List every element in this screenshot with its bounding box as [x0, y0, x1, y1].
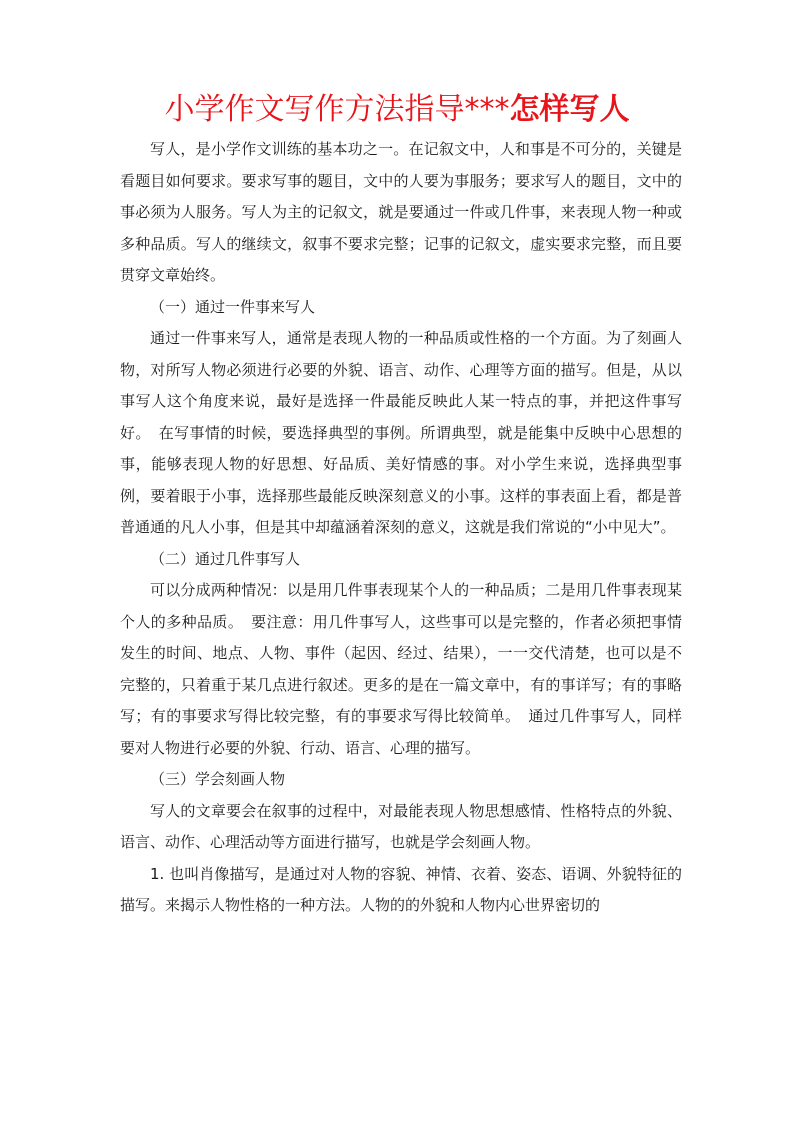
section-2-paragraph: 可以分成两种情况：以是用几件事表现某个人的一种品质；二是用几件事表现某个人的多种品质。 要注意：用几件事写人，这些事可以是完整的，作者必须把事情发生的时间、地点、人物、事件（起因、经过、结果），一一交代清楚，也可以是不完整的，只着重于某几点进行叙述。更多的是在一篇文章中，有的事详写；有的事略写；有的事要求写得比较完整，有的事要求写得比较简单。 通过几件事写人，同样要对人物进行必要的外貌、行动、语言、心理的描写。 [120, 581, 682, 757]
section-heading-2: （二）通过几件事写人 [150, 549, 301, 568]
section-3-paragraph: 写人的文章要会在叙事的过程中，对最能表现人物思想感情、性格特点的外貌、语言、动作、心理活动等方面进行描写，也就是学会刻画人物。 [120, 801, 682, 851]
title-bold-part: 怎样写人 [509, 92, 630, 127]
section-heading-3: （三）学会刻画人物 [150, 770, 286, 788]
section-heading-1: （一）通过一件事来写人 [150, 297, 316, 316]
intro-paragraph: 写人，是小学作文训练的基本功之一。在记叙文中，人和事是不可分的，关键是看题目如何要求。要求写事的题目，文中的人要为事服务；要求写人的题目，文中的事必须为人服务。写人为主的记叙文，就是要通过一件或几件事，来表现人物一种或多种品质。写人的继续文，叙事不要求完整；记事的记叙文，虚实要求完整，而且要贯穿文章始终。 [120, 140, 682, 284]
document-title [0, 90, 794, 130]
title-normal-part: 小学作文写作方法指导*** [164, 92, 510, 127]
section-1-paragraph: 通过一件事来写人，通常是表现人物的一种品质或性格的一个方面。为了刻画人物，对所写人物必须进行必要的外貌、语言、动作、心理等方面的描写。但是，从以事写人这个角度来说，最好是选择一件最能反映此人某一特点的事，并把这件事写好。 在写事情的时候，要选择典型的事例。所谓典型，就是能集中反映中心思想的事，能够表现人物的好思想、好品质、美好情感的事。对小学生来说，选择典型事例，要着眼于小事，选择那些最能反映深刻意义的小事。这样的事表面上看，都是普普通通的凡人小事，但是其中却蕴涵着深刻的意义，这就是我们常说的“小中见大”。 [120, 329, 682, 536]
section-3-item-1: 1. 也叫肖像描写，是通过对人物的容貌、神情、衣着、姿态、语调、外貌特征的描写。来揭示人物性格的一种方法。人物的的外貌和人物内心世界密切的 [120, 864, 682, 914]
document-body [120, 134, 682, 922]
